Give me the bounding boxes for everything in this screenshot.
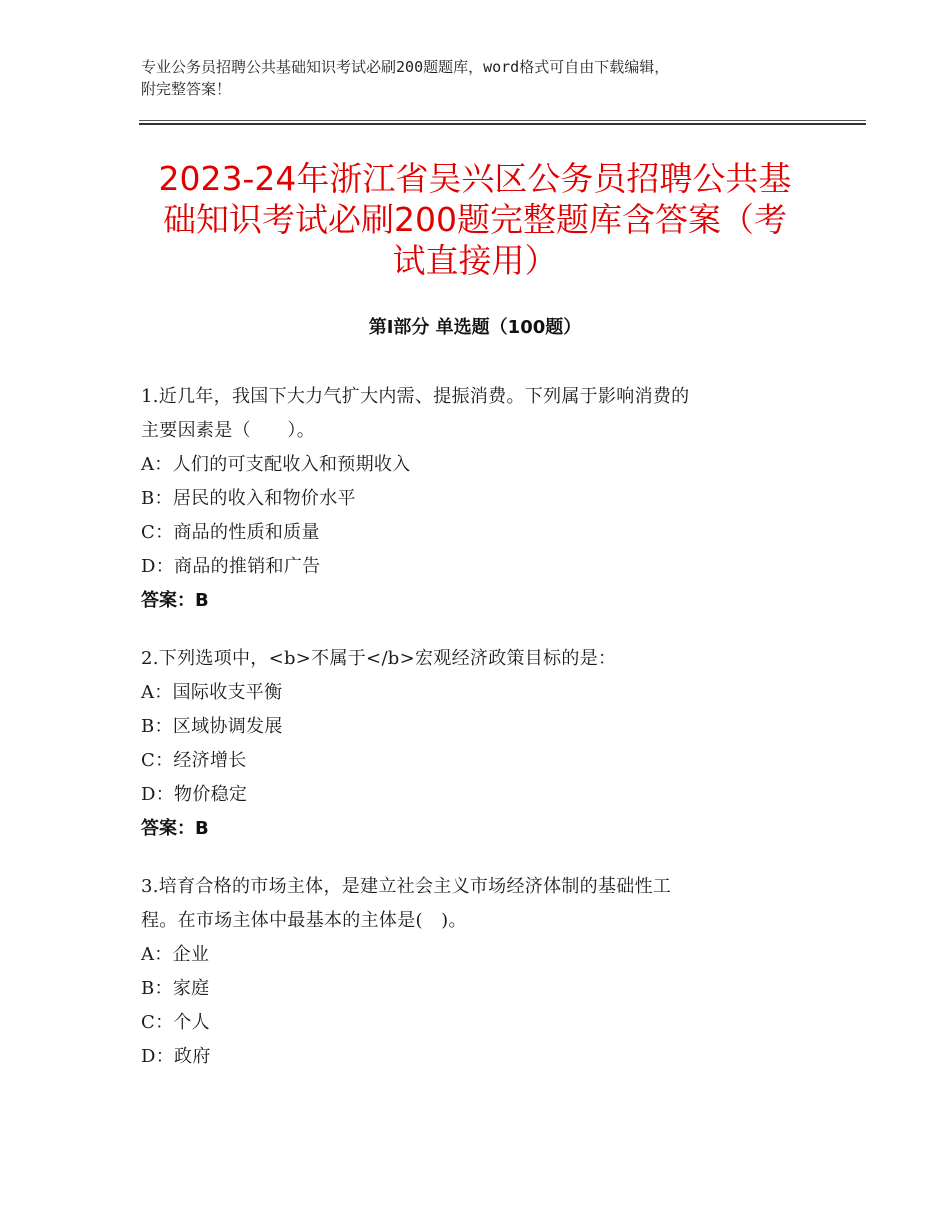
option-c: C：经济增长: [141, 750, 247, 771]
answer: 答案：B: [141, 590, 209, 611]
option-d: D：物价稳定: [141, 784, 248, 805]
title-line-2: 础知识考试必刷200题完整题库含答案（考: [163, 200, 787, 239]
question-stem-line: 主要因素是（ ）。: [141, 420, 315, 441]
question-2: [141, 642, 811, 846]
question-stem-line: 程。在市场主体中最基本的主体是( )。: [141, 910, 467, 931]
header-note-line-2: 附完整答案！: [141, 80, 232, 98]
question-stem-line: 2.下列选项中，<b>不属于</b>宏观经济政策目标的是：: [141, 648, 617, 669]
option-b: B：家庭: [141, 978, 210, 999]
question-3: [141, 870, 811, 1074]
option-b: B：居民的收入和物价水平: [141, 488, 356, 509]
header-divider-thin: [139, 120, 866, 121]
header-note: [141, 56, 841, 100]
option-a: A：企业: [141, 944, 210, 965]
option-c: C：个人: [141, 1012, 210, 1033]
question-stem: [141, 870, 811, 938]
question-stem: [141, 642, 811, 676]
question-stem-line: 1.近几年，我国下大力气扩大内需、提振消费。下列属于影响消费的: [141, 386, 690, 407]
option-c: C：商品的性质和质量: [141, 522, 320, 543]
title-line-1: 2023-24年浙江省吴兴区公务员招聘公共基: [158, 159, 792, 198]
option-d: D：政府: [141, 1046, 211, 1067]
option-a: A：国际收支平衡: [141, 682, 283, 703]
option-d: D：商品的推销和广告: [141, 556, 321, 577]
document-title: [140, 158, 810, 281]
option-b: B：区域协调发展: [141, 716, 283, 737]
header-divider-thick: [139, 123, 866, 125]
title-line-3: 试直接用）: [392, 241, 558, 280]
answer: 答案：B: [141, 818, 209, 839]
option-a: A：人们的可支配收入和预期收入: [141, 454, 411, 475]
section-title: 第Ⅰ部分 单选题（100题）: [368, 317, 582, 338]
header-note-line-1: 专业公务员招聘公共基础知识考试必刷200题题库，word格式可自由下载编辑，: [141, 58, 670, 76]
question-1: [141, 380, 811, 618]
question-list: [141, 380, 811, 1098]
question-stem-line: 3.培育合格的市场主体，是建立社会主义市场经济体制的基础性工: [141, 876, 672, 897]
question-stem: [141, 380, 811, 448]
